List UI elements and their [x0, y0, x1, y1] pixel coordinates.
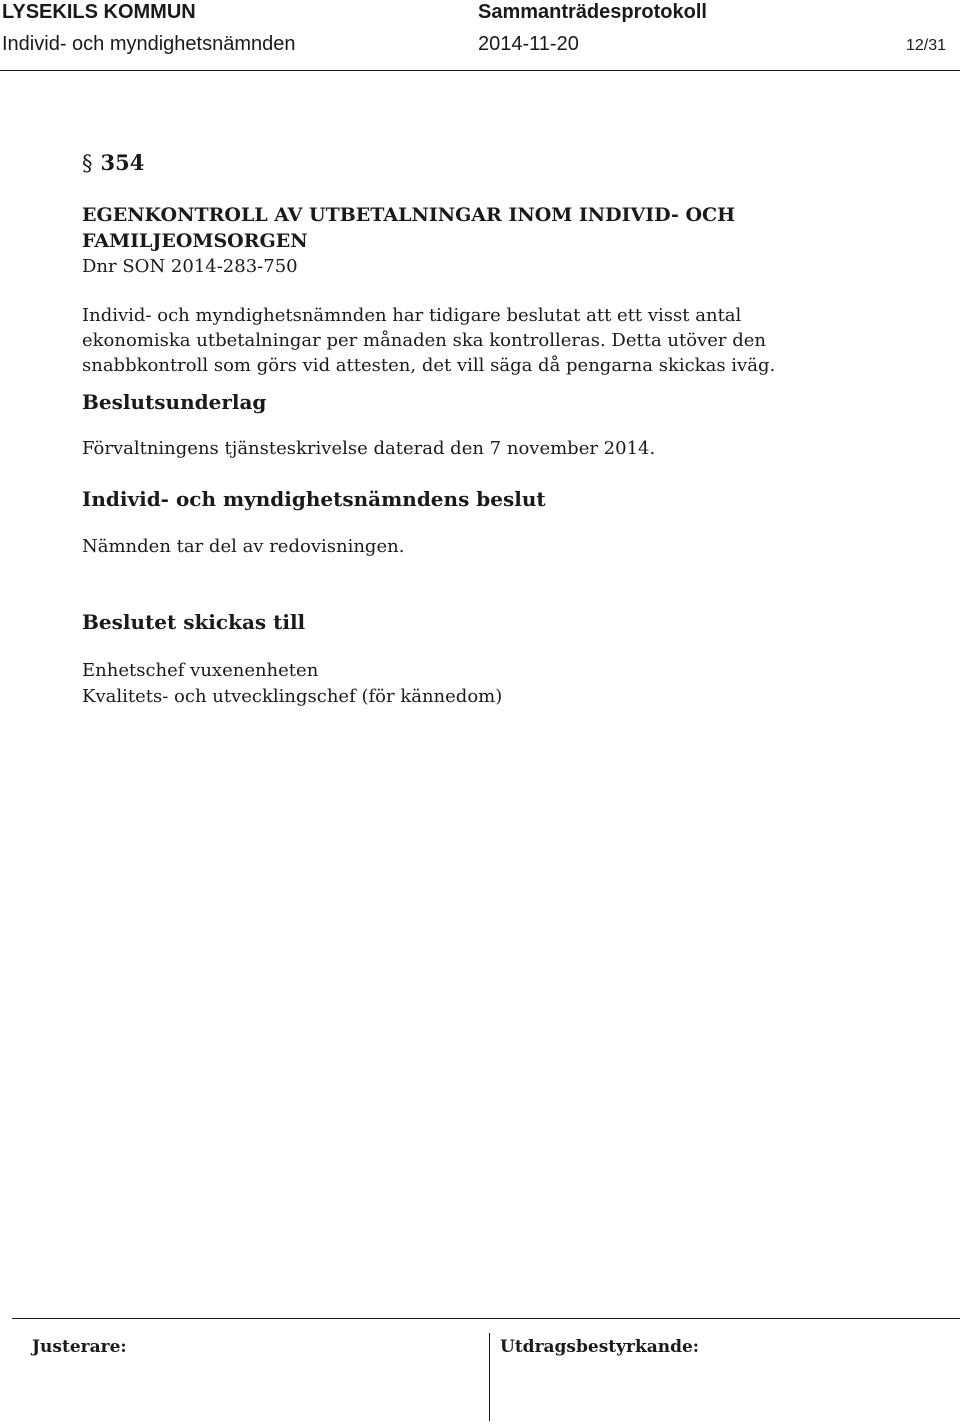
- decision-text: Nämnden tar del av redovisningen.: [82, 536, 405, 557]
- protocol-item: [82, 150, 862, 709]
- section-sign: §: [82, 151, 93, 175]
- page-number: 12/31: [906, 37, 947, 54]
- paragraph-number: [82, 150, 862, 176]
- case-title: EGENKONTROLL AV UTBETALNINGAR INOM INDIVID- OCH FAMILJEOMSORGEN: [82, 204, 736, 252]
- recipients-heading: Beslutet skickas till: [82, 610, 306, 634]
- meeting-date: 2014-11-20: [478, 33, 579, 55]
- document-type: Sammanträdesprotokoll: [478, 1, 707, 23]
- board-name: Individ- och myndighetsnämnden: [2, 33, 296, 55]
- basis-text: Förvaltningens tjänsteskrivelse daterad den 7 november 2014.: [82, 438, 656, 459]
- recipient-item: Kvalitets- och utvecklingschef (för kännedom): [82, 686, 503, 707]
- adjuster-label: Justerare:: [32, 1337, 127, 1357]
- organization-name: LYSEKILS KOMMUN: [2, 1, 196, 23]
- footer-column-divider: [489, 1333, 490, 1421]
- case-reference: Dnr SON 2014-283-750: [82, 256, 298, 277]
- basis-heading: Beslutsunderlag: [82, 390, 267, 414]
- decision-heading: Individ- och myndighetsnämndens beslut: [82, 487, 546, 511]
- recipient-item: Enhetschef vuxenenheten: [82, 660, 319, 681]
- header-divider: [0, 70, 960, 71]
- footer-divider: [12, 1318, 960, 1319]
- intro-paragraph: Individ- och myndighetsnämnden har tidigare beslutat att ett visst antal ekonomiska utbetalningar per månaden ska kontrolleras. Detta utöver den snabbkontroll som görs vid attesten, det vill säga då pengarna skickas iväg.: [82, 305, 776, 376]
- paragraph-number-value: 354: [100, 150, 145, 175]
- extract-certification-label: Utdragsbestyrkande:: [500, 1337, 700, 1357]
